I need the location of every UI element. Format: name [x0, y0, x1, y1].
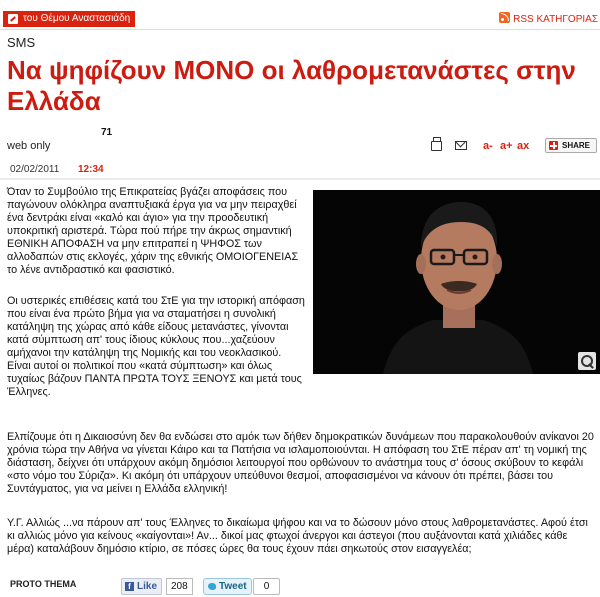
source-label: PROTO THEMA [10, 579, 77, 589]
divider [0, 29, 600, 30]
top-bar [0, 0, 600, 28]
rss-icon [499, 12, 510, 23]
plus-icon [549, 141, 558, 150]
font-decrease-button[interactable]: a- [483, 140, 493, 152]
author-tag[interactable] [3, 11, 135, 27]
like-count: 208 [166, 578, 193, 595]
article-time: 12:34 [78, 164, 104, 175]
tweet-count: 0 [253, 578, 280, 595]
tweet-label: Tweet [219, 581, 247, 592]
rss-label: RSS ΚΑΤΗΓΟΡΙΑΣ [513, 14, 598, 25]
author-tag-label: του Θέμου Αναστασιάδη [23, 13, 131, 24]
web-only-label: web only [7, 140, 51, 152]
share-button[interactable] [545, 138, 597, 153]
author-portrait-image [313, 190, 600, 374]
rss-category-link[interactable] [499, 12, 598, 26]
twitter-bird-icon [208, 583, 216, 590]
like-label: Like [137, 581, 158, 592]
print-icon[interactable] [431, 141, 442, 151]
divider [0, 178, 600, 180]
article-paragraph: Οι υστερικές επιθέσεις κατά του ΣτΕ για την ιστορική απόφαση που είναι ένα πρώτο βήμα για να σταματήσει η συνολική κατάληψη της χώρας από κάθε είδους μετανάστες, γίνονται κατά σύμπτωση απ' τους ίδιους κύκλους που...χαζεύουν αμήχανοι την κατάληψη της Νομικής και του νεοκλασικού. Είναι αυτοί οι πολιτικοί που «κατά σύμπτωση» και όλως τυχαίως βάζουν ΠΑΝΤΑ ΠΡΩΤΑ ΤΟΥΣ ΞΕΝΟΥΣ και μετά τους Έλληνες. [7, 295, 305, 398]
pen-icon [8, 14, 18, 24]
author-photo[interactable] [313, 190, 600, 374]
facebook-like-button[interactable] [121, 578, 162, 595]
tweet-button[interactable] [203, 578, 252, 595]
email-icon[interactable] [455, 141, 467, 150]
article-headline: Να ψηφίζουν ΜΟΝΟ οι λαθρομετανάστες στην Ελλάδα [7, 55, 576, 116]
section-label[interactable]: SMS [7, 35, 36, 50]
article-paragraph: Υ.Γ. Αλλιώς ...να πάρουν απ' τους Έλληνες το δικαίωμα ψήφου και να το δώσουν μόνο στους λαθρομετανάστες. Αφού έτσι κι αλλιώς μόνο για κείνους «καίγονται»! Αν... δικοί μας φτωχοί άνεργοι και άστεγοι (που αυξάνονται κατά χιλιάδες κάθε μέρα) καταλάβουν δημόσιο κτίριο, σε πόσες ώρες θα τους έχουν πάει σηκωτούς στον εισαγγελέα; [7, 517, 588, 555]
zoom-icon[interactable] [578, 352, 596, 370]
article-paragraph: Όταν το Συμβούλιο της Επικρατείας βγάζει αποφάσεις που παγώνουν ολόκληρα αναπτυξιακά έργα για να μην πειραχθεί ένα δεντράκι είναι «καλό και άγιο» για την προοδευτική υποκριτική αριστερά. Τώρα πού πήρε την άκρως σημαντική ΕΘΝΙΚΗ ΑΠΟΦΑΣΗ να μην επιτραπεί η ΨΗΦΟΣ των αλλοδαπών στις εκλογές, χάριν της εθνικής ΟΜΟΙΟΓΕΝΕΙΑΣ το λένε αντιδραστικό και φασιστικό. [7, 186, 299, 276]
facebook-icon: f [125, 582, 134, 591]
share-label: SHARE [562, 141, 591, 150]
font-increase-button[interactable]: a+ [500, 140, 513, 152]
font-reset-button[interactable]: ax [517, 140, 530, 152]
article-paragraph: Ελπίζουμε ότι η Δικαιοσύνη δεν θα ενδώσει στο αμόκ των δήθεν δημοκρατικών δυνάμεων που παρακολουθούν ανίκανοι 20 χρόνια τώρα την Αθήνα να γίνεται Κάιρο και τα Πατήσια να ισλαμοποιούνται. Η απόφαση του ΣτΕ πέραν απ' τη νομική της διάσταση, δείχνει ότι υπάρχουν ακόμη δημόσιοι λειτουργοί που ορθώνουν το ανάστημα τους σ' όσους σκύβουν το κεφάλι «στο νόμο του Σύριζα». Κι ακόμη ότι υπάρχουν υπεύθυνοι θεσμοί, αποφασισμένοι να κάνουν ότι πρέπει, βάσει του Συντάγματος, για να μείνει η Ελλάδα ελληνική! [7, 431, 594, 495]
comment-count[interactable]: 71 [101, 127, 113, 138]
article-date: 02/02/2011 [10, 164, 60, 175]
